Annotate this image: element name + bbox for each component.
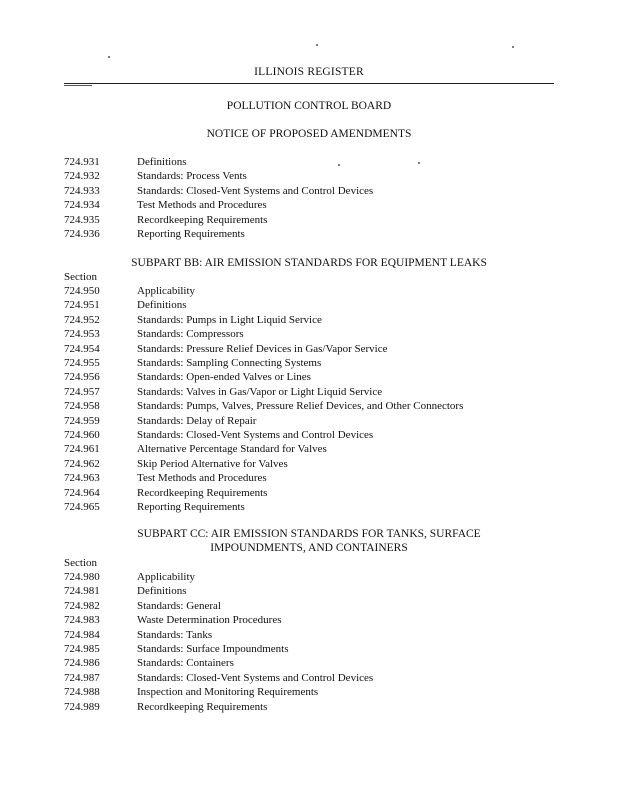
section-title: Standards: Closed-Vent Systems and Control Devices — [137, 671, 374, 684]
section-label: Section — [64, 271, 97, 283]
section-entry — [64, 585, 187, 598]
section-entry — [64, 701, 267, 714]
section-title: Recordkeeping Requirements — [137, 486, 268, 499]
section-number: 724.987 — [64, 671, 100, 684]
section-entry — [64, 501, 245, 514]
section-number: 724.951 — [64, 299, 100, 312]
section-number: 724.983 — [64, 614, 100, 627]
scan-speck — [512, 46, 514, 48]
section-number: 724.931 — [64, 156, 100, 168]
section-title: Standards: Surface Impoundments — [137, 643, 289, 655]
section-number: 724.982 — [64, 599, 100, 612]
section-number: 724.964 — [64, 486, 100, 499]
subpart-cc-heading-line2: IMPOUNDMENTS, AND CONTAINERS — [210, 542, 408, 554]
section-title: Recordkeeping Requirements — [137, 213, 268, 226]
section-entry — [64, 214, 267, 227]
section-number: 724.956 — [64, 371, 100, 384]
section-title: Waste Determination Procedures — [137, 614, 282, 627]
section-title: Standards: Valves in Gas/Vapor or Light Liquid Service — [137, 385, 383, 398]
section-title: Reporting Requirements — [137, 501, 245, 513]
section-entry — [64, 314, 322, 327]
section-number: 724.936 — [64, 228, 100, 240]
section-entry — [64, 228, 245, 241]
section-label: Section — [64, 557, 97, 569]
section-title: Standards: Pumps, Valves, Pressure Relief Devices, and Other Connectors — [137, 400, 464, 413]
section-title: Recordkeeping Requirements — [137, 700, 268, 713]
section-entry — [64, 487, 267, 500]
scan-speck — [316, 44, 318, 46]
section-entry — [64, 400, 463, 413]
section-title: Applicability — [137, 571, 196, 583]
section-entry — [64, 170, 247, 183]
section-entry — [64, 443, 327, 456]
section-title: Standards: General — [137, 599, 221, 612]
notice-title: NOTICE OF PROPOSED AMENDMENTS — [206, 128, 412, 140]
section-title: Standards: Closed-Vent Systems and Control Devices — [137, 184, 374, 197]
header-rule — [64, 83, 554, 84]
section-entry — [64, 386, 382, 399]
scan-speck — [108, 56, 110, 58]
section-entry — [64, 614, 282, 627]
section-number: 724.955 — [64, 357, 100, 369]
register-title: ILLINOIS REGISTER — [254, 66, 364, 78]
section-number: 724.957 — [64, 385, 100, 398]
section-number: 724.935 — [64, 213, 100, 226]
section-title: Alternative Percentage Standard for Valves — [137, 443, 327, 456]
section-number: 724.934 — [64, 199, 100, 212]
section-entry — [64, 643, 289, 656]
section-number: 724.962 — [64, 457, 100, 470]
section-entry — [64, 657, 234, 670]
section-title: Definitions — [137, 299, 187, 312]
section-entry — [64, 472, 267, 485]
section-number: 724.959 — [64, 414, 100, 427]
section-number: 724.980 — [64, 571, 100, 583]
section-entry — [64, 185, 373, 198]
header-rule-mark — [64, 85, 92, 86]
section-entry — [64, 458, 288, 471]
section-number: 724.965 — [64, 501, 100, 513]
section-number: 724.981 — [64, 585, 100, 598]
section-entry — [64, 672, 373, 685]
section-title: Reporting Requirements — [137, 228, 245, 240]
section-title: Standards: Delay of Repair — [137, 414, 257, 427]
section-number: 724.985 — [64, 643, 100, 655]
section-number: 724.954 — [64, 342, 100, 355]
section-entry — [64, 357, 321, 370]
section-number: 724.961 — [64, 443, 100, 456]
section-entry — [64, 328, 244, 341]
section-title: Applicability — [137, 285, 196, 297]
section-entry — [64, 629, 212, 642]
subpart-cc-heading-line1: SUBPART CC: AIR EMISSION STANDARDS FOR TANKS, SURFACE — [137, 528, 481, 540]
scan-speck — [418, 162, 420, 164]
section-entry — [64, 571, 195, 584]
section-number: 724.958 — [64, 400, 100, 413]
section-number: 724.989 — [64, 700, 100, 713]
section-title: Test Methods and Procedures — [137, 472, 267, 485]
section-entry — [64, 199, 267, 212]
section-number: 724.953 — [64, 328, 100, 341]
section-entry — [64, 415, 256, 428]
section-title: Standards: Pressure Relief Devices in Gas/Vapor Service — [137, 342, 388, 355]
section-entry — [64, 299, 187, 312]
section-entry — [64, 371, 311, 384]
section-entry — [64, 686, 318, 699]
section-entry — [64, 285, 195, 298]
section-title: Standards: Closed-Vent Systems and Control Devices — [137, 429, 374, 441]
section-number: 724.960 — [64, 429, 100, 441]
section-number: 724.963 — [64, 472, 100, 485]
scan-speck — [338, 164, 340, 166]
section-title: Standards: Open-ended Valves or Lines — [137, 371, 311, 384]
section-number: 724.952 — [64, 313, 100, 326]
section-number: 724.950 — [64, 285, 100, 297]
section-title: Definitions — [137, 585, 187, 598]
section-number: 724.984 — [64, 628, 100, 641]
section-title: Inspection and Monitoring Requirements — [137, 686, 319, 699]
section-title: Standards: Sampling Connecting Systems — [137, 357, 322, 369]
section-entry — [64, 600, 221, 613]
section-entry — [64, 156, 187, 169]
section-title: Definitions — [137, 156, 187, 168]
section-title: Standards: Tanks — [137, 628, 213, 641]
section-number: 724.933 — [64, 184, 100, 197]
section-title: Standards: Pumps in Light Liquid Service — [137, 313, 322, 326]
section-title: Skip Period Alternative for Valves — [137, 457, 288, 470]
section-entry — [64, 429, 373, 442]
subpart-bb-heading: SUBPART BB: AIR EMISSION STANDARDS FOR EQUIPMENT LEAKS — [131, 257, 487, 269]
section-number: 724.986 — [64, 657, 100, 670]
section-number: 724.988 — [64, 686, 100, 699]
section-title: Standards: Process Vents — [137, 170, 247, 183]
section-title: Standards: Containers — [137, 657, 234, 670]
section-entry — [64, 343, 388, 356]
section-title: Test Methods and Procedures — [137, 199, 267, 212]
board-name: POLLUTION CONTROL BOARD — [226, 100, 392, 112]
section-number: 724.932 — [64, 170, 100, 183]
section-title: Standards: Compressors — [137, 328, 244, 341]
